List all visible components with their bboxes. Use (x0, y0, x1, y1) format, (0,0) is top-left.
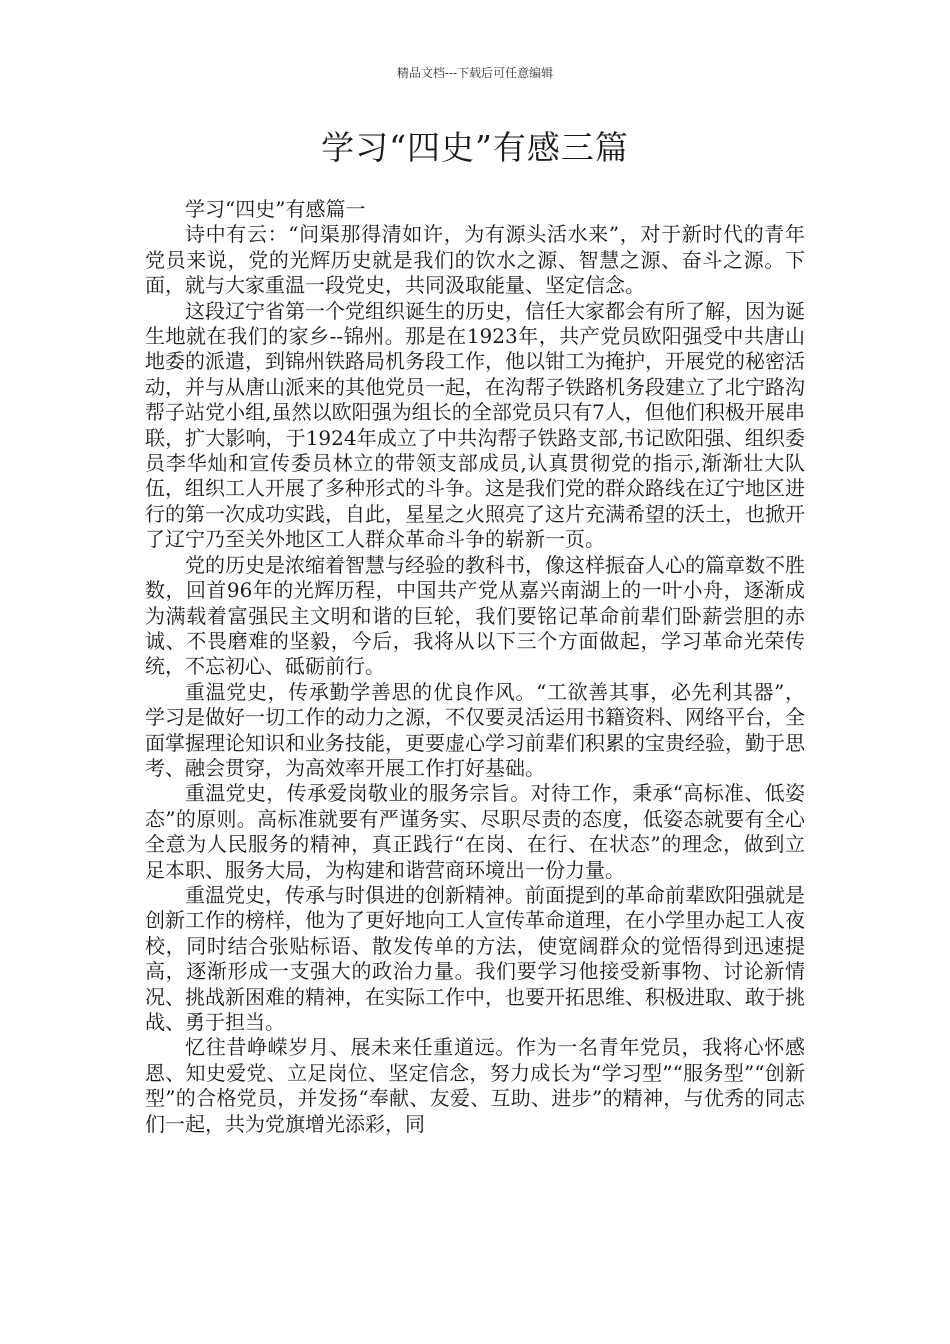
paragraph: 重温党史，传承勤学善思的优良作风。“工欲善其事，必先利其器”，学习是做好一切工作的动力之源，不仅要灵活运用书籍资料、网络平台，全面掌握理论知识和业务技能，更要虚心学习前辈们积累的宝贵经验，勤于思考、融会贯穿，为高效率开展工作打好基础。 (145, 679, 805, 780)
paragraph: 重温党史，传承与时俱进的创新精神。前面提到的革命前辈欧阳强就是创新工作的榜样，他为了更好地向工人宣传革命道理，在小学里办起工人夜校，同时结合张贴标语、散发传单的方法，使宽阔群众的觉悟得到迅速提高，逐渐形成一支强大的政治力量。我们要学习他接受新事物、讨论新情况、挑战新困难的精神，在实际工作中，也要开拓思维、积极进取、敢于挑战、勇于担当。 (145, 882, 805, 1034)
paragraph: 诗中有云：“问渠那得清如许，为有源头活水来”，对于新时代的青年党员来说，党的光辉历史就是我们的饮水之源、智慧之源、奋斗之源。下面，就与大家重温一段党史，共同汲取能量、坚定信念。 (145, 222, 805, 298)
header-note: 精品文档---下载后可任意编辑 (396, 66, 554, 80)
paragraph: 党的历史是浓缩着智慧与经验的教科书，像这样振奋人心的篇章数不胜数，回首96年的光辉历程，中国共产党从嘉兴南湖上的一叶小舟，逐渐成为满载着富强民主文明和谐的巨轮，我们要铭记革命前辈们卧薪尝胆的赤诚、不畏磨难的坚毅，今后，我将从以下三个方面做起，学习革命光荣传统，不忘初心、砥砺前行。 (145, 552, 805, 679)
section-heading: 学习“四史”有感篇一 (185, 197, 366, 221)
document-body (145, 197, 805, 1137)
paragraph: 重温党史，传承爱岗敬业的服务宗旨。对待工作，秉承“高标准、低姿态”的原则。高标准就要有严谨务实、尽职尽责的态度，低姿态就要有全心全意为人民服务的精神，真正践行“在岗、在行、在状态”的理念，做到立足本职、服务大局，为构建和谐营商环境出一份力量。 (145, 781, 805, 882)
paragraph: 这段辽宁省第一个党组织诞生的历史，信任大家都会有所了解，因为诞生地就在我们的家乡--锦州。那是在1923年，共产党员欧阳强受中共唐山地委的派遣，到锦州铁路局机务段工作，他以钳工为掩护，开展党的秘密活动，并与从唐山派来的其他党员一起，在沟帮子铁路机务段建立了北宁路沟帮子站党小组,虽然以欧阳强为组长的全部党员只有7人，但他们积极开展串联，扩大影响，于1924年成立了中共沟帮子铁路支部,书记欧阳强、组织委员李华灿和宣传委员林立的带领支部成员,认真贯彻党的指示,渐渐壮大队伍，组织工人开展了多种形式的斗争。这是我们党的群众路线在辽宁地区进行的第一次成功实践，自此，星星之火照亮了这片充满希望的沃土，也掀开了辽宁乃至关外地区工人群众革命斗争的崭新一页。 (145, 298, 805, 552)
document-title: 学习“四史”有感三篇 (321, 128, 629, 167)
paragraph: 忆往昔峥嵘岁月、展未来任重道远。作为一名青年党员，我将心怀感恩、知史爱党、立足岗位、坚定信念，努力成长为“学习型”“服务型”“创新型”的合格党员，并发扬“奉献、友爱、互助、进步”的精神，与优秀的同志们一起，共为党旗增光添彩，同 (145, 1035, 805, 1136)
